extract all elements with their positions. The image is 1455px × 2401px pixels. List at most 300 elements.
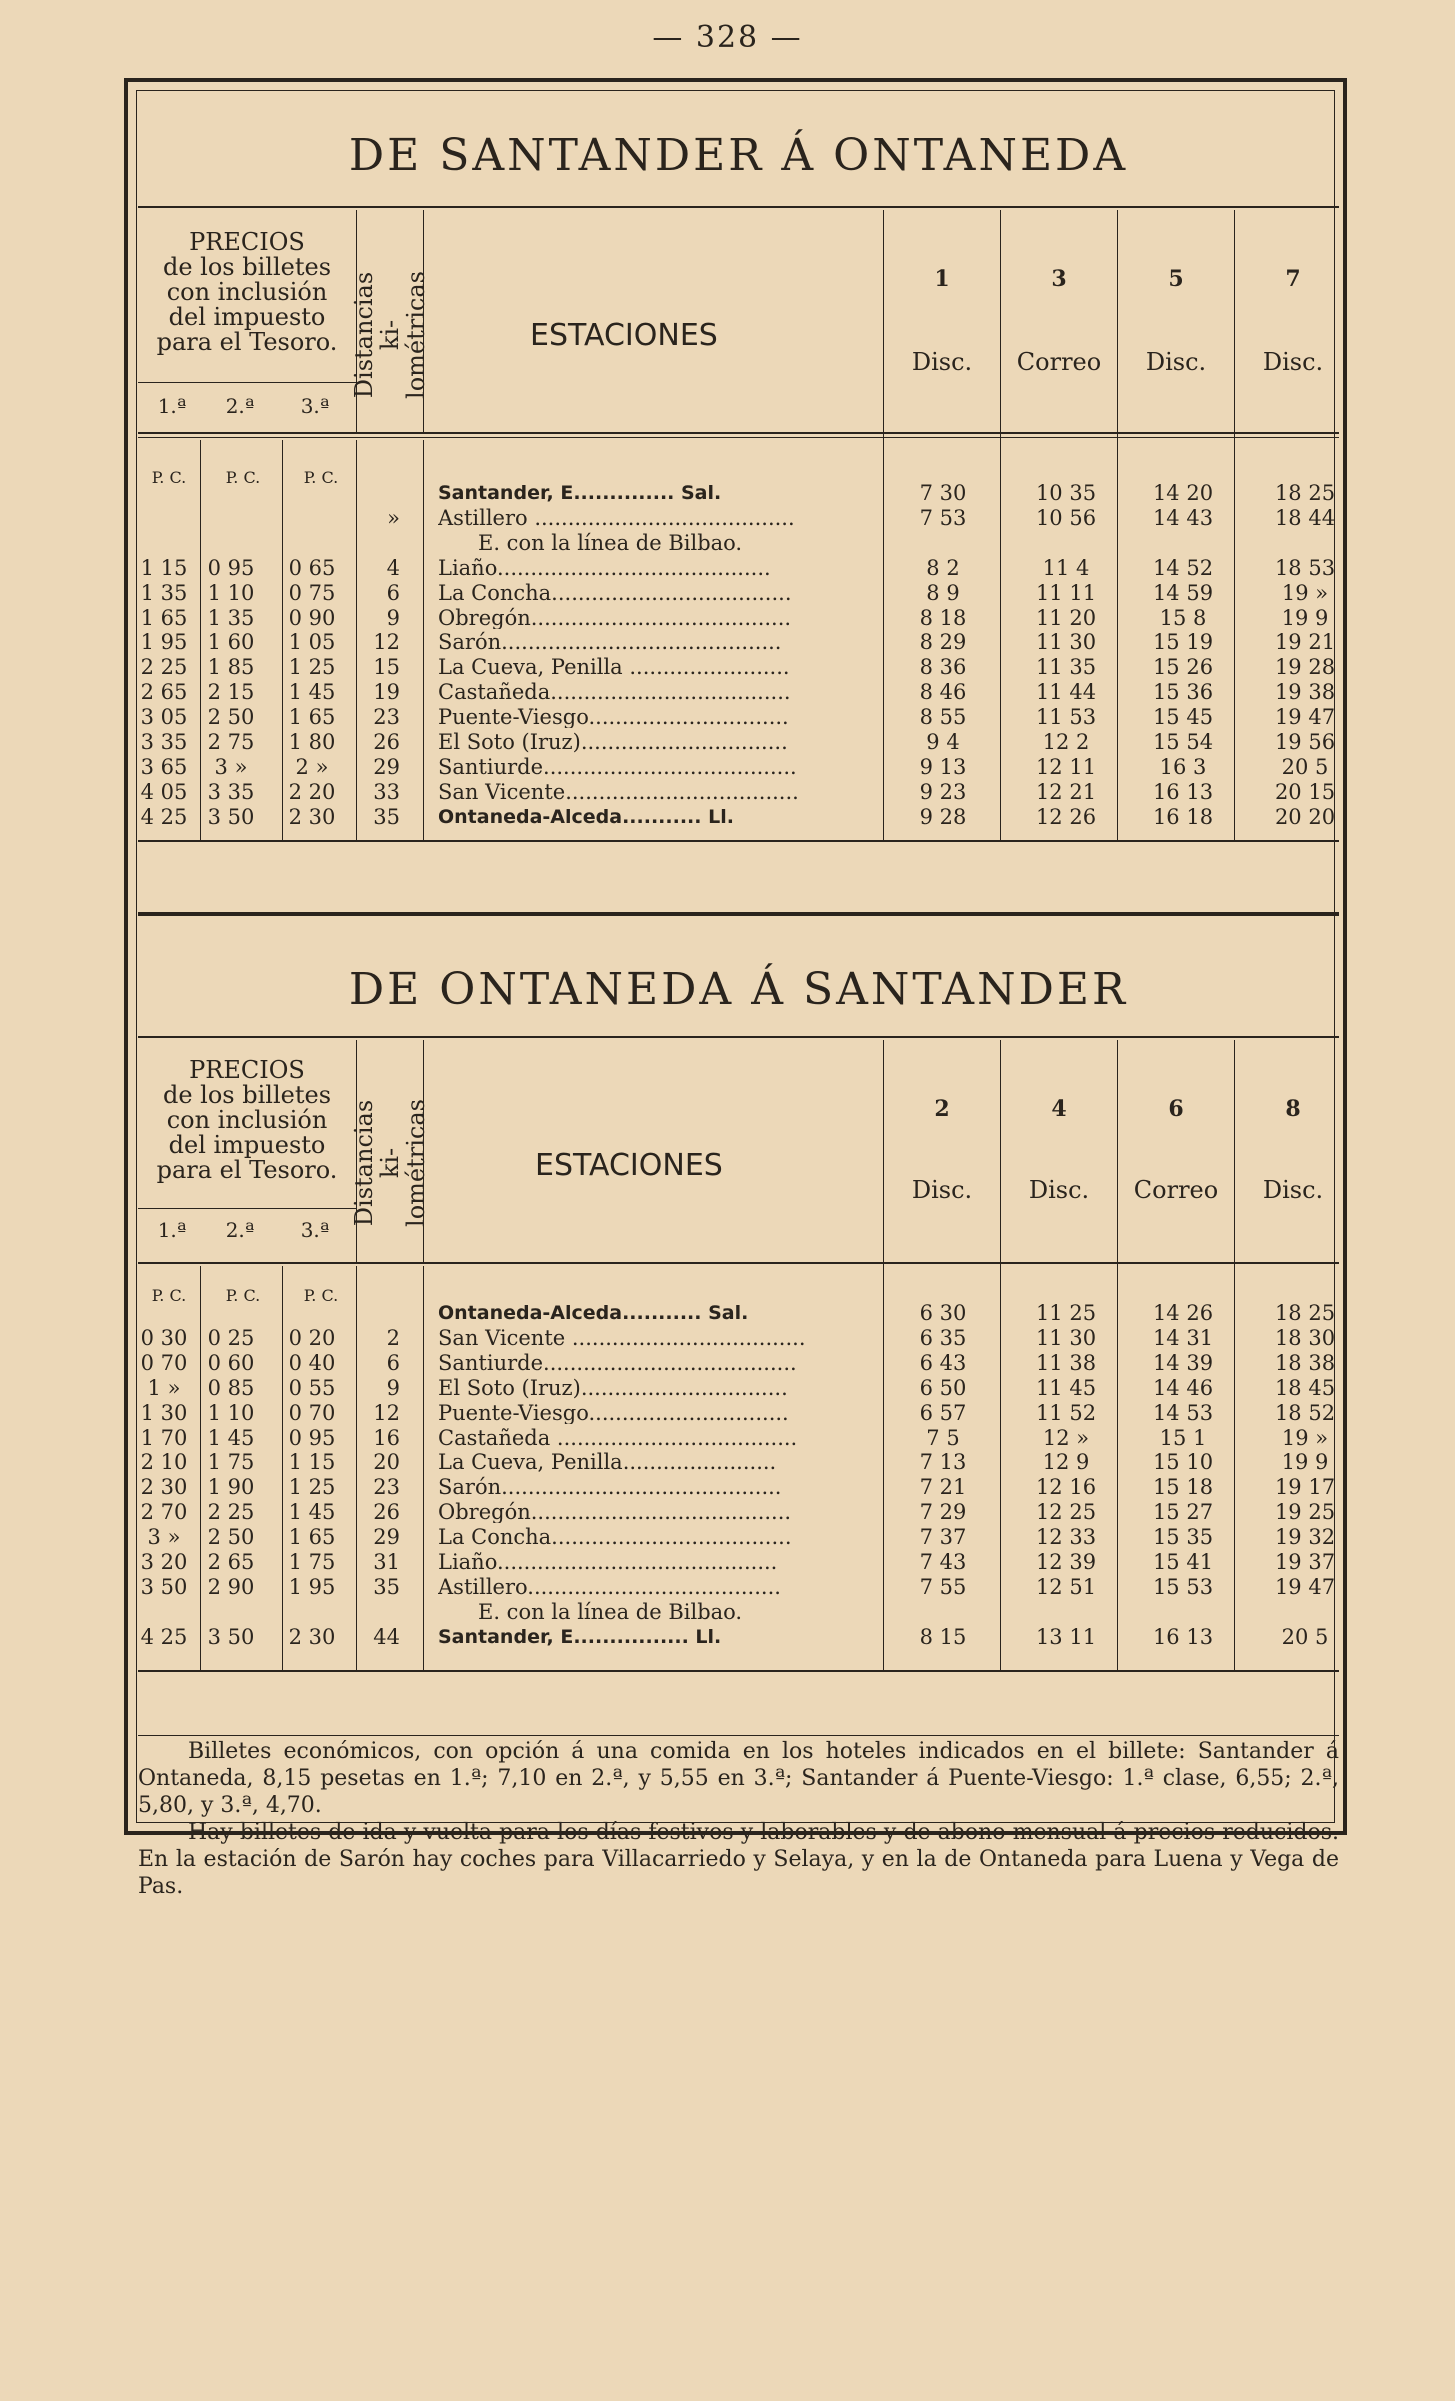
distance-header [351,1088,429,1238]
price-first-class: 1 95 [140,630,188,655]
price-second-class: 2 90 [207,1574,255,1599]
departure-time: 18 30 [1274,1325,1336,1350]
price-third-class: 1 65 [288,1525,336,1550]
distance-km: 19 [373,680,400,705]
train-type: Disc. [1145,348,1207,376]
station-name: Ontaneda-Alceda........... Sal. [438,1302,749,1324]
departure-time: 11 45 [1035,1375,1097,1400]
price-third-class: 1 15 [288,1450,336,1475]
departure-time: 11 52 [1035,1400,1097,1425]
divider [138,1262,1339,1264]
price-first-class: 3 05 [140,705,188,730]
station-name: Santander, E.............. Sal. [438,482,722,504]
departure-time: 12 21 [1035,779,1097,804]
departure-time: 11 35 [1035,655,1097,680]
station-name: Astillero...................................... [438,1575,781,1598]
departure-time: 12 11 [1035,754,1097,779]
table-row [138,1526,1339,1548]
train-number: 6 [1168,1096,1184,1122]
train-type: Disc. [1262,1176,1324,1204]
price-second-class: 2 75 [207,730,255,754]
price-second-class: 3 50 [207,1624,255,1649]
departure-time: 6 30 [919,1301,967,1325]
price-second-class: 2 50 [207,705,255,730]
train-number: 8 [1285,1096,1301,1122]
prices-header-line: con inclusión [166,278,328,306]
station-name: Obregón....................................... [438,606,792,629]
price-first-class: 2 70 [140,1500,188,1525]
departure-time: 7 43 [919,1550,967,1574]
divider [138,432,1339,434]
class-label-1: 1.ª [157,1218,187,1242]
price-first-class: 4 25 [140,1624,188,1649]
prices-header-line: PRECIOS [189,228,305,256]
prices-header-line: de los billetes [162,1081,332,1109]
class-label-2: 2.ª [225,394,255,418]
station-name: Puente-Viesgo.............................. [438,1401,789,1424]
divider [138,382,356,383]
price-first-class: 2 65 [140,680,188,705]
departure-time: 18 25 [1274,1301,1336,1325]
distance-km: 4 [386,555,400,580]
departure-time: 14 59 [1152,580,1214,605]
departure-time: 7 53 [919,505,967,530]
table-row [138,1551,1339,1573]
distance-header-line: Distancias ki- [350,1099,404,1227]
table-row [138,1576,1339,1598]
distance-header-line: lométricas [402,271,430,399]
train-number: 1 [934,266,950,292]
departure-time: 14 53 [1152,1400,1214,1425]
train-type: Disc. [1262,348,1324,376]
price-first-class: 1 15 [140,555,188,580]
distance-km: 35 [373,804,400,829]
price-third-class: 0 65 [288,555,336,580]
page-number: — 328 — [652,20,803,55]
train-number: 4 [1051,1096,1067,1122]
station-name: San Vicente ................................... [438,1326,806,1349]
departure-time: 11 4 [1042,555,1090,580]
station-name: El Soto (Iruz)............................... [438,1376,788,1399]
price-first-class: 1 35 [140,580,188,605]
train-type: Correo [1016,348,1102,376]
departure-time: 20 15 [1274,779,1336,804]
train-number: 2 [934,1096,950,1122]
station-name: Sarón.......................................... [438,1476,782,1499]
note-paragraph: Hay billetes de ida y vuelta para los días festivos y laborables y de abono mensual á precios reducidos. En la estación de Sarón hay coches para Villacarriedo y Selaya, y en la de Ontaneda para Luena y Vega de Pas. [138,1820,1339,1899]
divider [138,1208,356,1209]
departure-time: 11 20 [1035,605,1097,630]
price-third-class: 1 75 [288,1550,336,1574]
station-name: La Concha.................................... [438,581,792,604]
departure-time: 7 55 [919,1574,967,1599]
table-row [138,1451,1339,1473]
departure-time: 19 9 [1281,1450,1329,1475]
departure-time: 15 53 [1152,1574,1214,1599]
station-name: Liaño......................................... [438,556,771,579]
departure-time: 16 13 [1152,779,1214,804]
departure-time: 13 11 [1035,1624,1097,1649]
departure-time: 16 13 [1152,1624,1214,1649]
price-third-class: 1 45 [288,680,336,705]
price-second-class: 1 85 [207,655,255,680]
price-second-class: 3 35 [207,779,255,804]
distance-km: 12 [373,630,400,655]
station-name: Castañeda.................................... [438,681,791,704]
prices-header-line: del impuesto [168,1131,326,1159]
table-row [138,607,1339,629]
departure-time: 19 32 [1274,1525,1336,1550]
departure-time: 18 44 [1274,505,1336,530]
departure-time: 11 44 [1035,680,1097,705]
departure-time: 6 43 [919,1350,967,1375]
prices-header-line: del impuesto [168,303,326,331]
departure-time: 10 35 [1035,481,1097,505]
prices-header [138,1058,356,1183]
departure-time: 7 21 [919,1475,967,1500]
departure-time: 19 38 [1274,680,1336,705]
currency-unit: P. C. [303,1286,339,1305]
price-third-class: 1 80 [288,730,336,754]
table-row [138,1352,1339,1374]
price-second-class: 3 » [214,754,248,779]
departure-time: 19 21 [1274,630,1336,655]
table-row [138,1601,1339,1623]
departure-time: 15 45 [1152,705,1214,730]
price-third-class: 0 90 [288,605,336,630]
divider [138,437,1339,438]
departure-time: 18 38 [1274,1350,1336,1375]
station-name: Santiurde...................................... [438,755,797,778]
distance-km: 15 [373,655,400,680]
distance-header-line: Distancias ki- [350,271,404,399]
price-third-class: 1 65 [288,705,336,730]
train-number: 5 [1168,266,1184,292]
station-name: Santiurde...................................... [438,1351,797,1374]
station-name: E. con la línea de Bilbao. [478,1600,743,1623]
prices-header-line: de los billetes [162,253,332,281]
departure-time: 6 35 [919,1325,967,1350]
table-row [138,1427,1339,1449]
station-name: San Vicente................................... [438,780,799,803]
price-second-class: 1 10 [207,1400,255,1425]
departure-time: 8 15 [919,1624,967,1649]
station-name: Astillero ....................................... [438,506,795,529]
price-third-class: 0 55 [288,1375,336,1400]
station-name: Santander, E................ Ll. [438,1625,722,1648]
departure-time: 9 28 [919,804,967,829]
station-name: E. con la línea de Bilbao. [478,531,743,554]
distance-km: 35 [373,1574,400,1599]
price-second-class: 0 95 [207,555,255,580]
departure-time: 6 57 [919,1400,967,1425]
departure-time: 11 11 [1035,580,1097,605]
departure-time: 20 20 [1274,804,1336,829]
station-name: Ontaneda-Alceda........... Ll. [438,805,734,828]
distance-km: 6 [386,1350,400,1375]
stations-header: ESTACIONES [535,1148,723,1183]
divider [138,840,1339,842]
departure-time: 11 30 [1035,630,1097,655]
departure-time: 19 28 [1274,655,1336,680]
distance-km: 31 [373,1550,400,1574]
departure-time: 15 18 [1152,1475,1214,1500]
price-third-class: 0 40 [288,1350,336,1375]
price-first-class: 3 20 [140,1550,188,1574]
departure-time: 15 54 [1152,730,1214,754]
section-title-return: DE ONTANEDA Á SANTANDER [348,964,1129,1015]
currency-unit: P. C. [303,468,339,487]
price-first-class: 3 35 [140,730,188,754]
station-name: Puente-Viesgo.............................. [438,706,789,729]
distance-km: 26 [373,730,400,754]
departure-time: 10 56 [1035,505,1097,530]
price-third-class: 1 05 [288,630,336,655]
price-third-class: 2 20 [288,779,336,804]
table-row [138,681,1339,703]
departure-time: 12 2 [1042,730,1090,754]
departure-time: 15 19 [1152,630,1214,655]
price-first-class: 3 65 [140,754,188,779]
departure-time: 20 5 [1281,1624,1329,1649]
departure-time: 15 35 [1152,1525,1214,1550]
stations-header: ESTACIONES [530,318,718,353]
departure-time: 8 46 [919,680,967,705]
departure-time: 11 53 [1035,705,1097,730]
prices-header [138,230,356,355]
departure-time: 11 38 [1035,1350,1097,1375]
departure-time: 16 3 [1159,754,1207,779]
price-third-class: 0 70 [288,1400,336,1425]
departure-time: 8 29 [919,630,967,655]
distance-km: 16 [373,1425,400,1450]
price-first-class: 2 10 [140,1450,188,1475]
price-third-class: 2 30 [288,1624,336,1649]
price-second-class: 2 65 [207,1550,255,1574]
departure-time: 20 5 [1281,754,1329,779]
departure-time: 6 50 [919,1375,967,1400]
table-row [138,1626,1339,1648]
departure-time: 14 52 [1152,555,1214,580]
train-type: Disc. [911,1176,973,1204]
price-second-class: 0 25 [207,1325,255,1350]
departure-time: 9 23 [919,779,967,804]
price-third-class: 1 25 [288,1475,336,1500]
currency-unit: P. C. [225,1286,261,1305]
departure-time: 15 36 [1152,680,1214,705]
price-first-class: 1 » [147,1375,181,1400]
train-type: Disc. [911,348,973,376]
price-second-class: 0 60 [207,1350,255,1375]
departure-time: 8 55 [919,705,967,730]
station-name: Sarón.......................................... [438,631,782,654]
price-third-class: 1 25 [288,655,336,680]
price-second-class: 2 50 [207,1525,255,1550]
prices-header-line: con inclusión [166,1106,328,1134]
table-row [138,1476,1339,1498]
distance-header [351,260,429,410]
table-row [138,806,1339,828]
distance-km: 29 [373,754,400,779]
class-label-1: 1.ª [157,394,187,418]
departure-time: 15 1 [1159,1425,1207,1450]
table-row [138,1402,1339,1424]
departure-time: 15 41 [1152,1550,1214,1574]
departure-time: 12 9 [1042,1450,1090,1475]
distance-km: 6 [386,580,400,605]
train-number: 7 [1285,266,1301,292]
distance-km: » [387,505,400,530]
departure-time: 19 » [1281,1425,1329,1450]
station-name: Obregón....................................... [438,1501,792,1524]
departure-time: 7 13 [919,1450,967,1475]
distance-km: 2 [386,1325,400,1350]
currency-unit: P. C. [151,468,187,487]
price-first-class: 4 05 [140,779,188,804]
departure-time: 9 4 [926,730,960,754]
prices-header-line: PRECIOS [189,1056,305,1084]
price-second-class: 2 25 [207,1500,255,1525]
departure-time: 18 53 [1274,555,1336,580]
table-row [138,656,1339,678]
price-third-class: 0 20 [288,1325,336,1350]
departure-time: 19 56 [1274,730,1336,754]
departure-time: 15 10 [1152,1450,1214,1475]
class-label-3: 3.ª [300,394,330,418]
table-row [138,557,1339,579]
prices-header-line: para el Tesoro. [156,1156,338,1184]
departure-time: 19 37 [1274,1550,1336,1574]
departure-time: 12 33 [1035,1525,1097,1550]
train-type: Disc. [1028,1176,1090,1204]
train-number: 3 [1051,266,1067,292]
price-second-class: 3 50 [207,804,255,829]
departure-time: 14 39 [1152,1350,1214,1375]
price-second-class: 1 75 [207,1450,255,1475]
departure-time: 18 45 [1274,1375,1336,1400]
table-row [138,1327,1339,1349]
departure-time: 11 25 [1035,1301,1097,1325]
departure-time: 18 52 [1274,1400,1336,1425]
departure-time: 12 26 [1035,804,1097,829]
departure-time: 19 47 [1274,705,1336,730]
table-row [138,756,1339,778]
currency-unit: P. C. [225,468,261,487]
price-first-class: 4 25 [140,804,188,829]
departure-time: 8 36 [919,655,967,680]
distance-km: 20 [373,1450,400,1475]
class-label-2: 2.ª [225,1218,255,1242]
table-row [138,582,1339,604]
train-type: Correo [1133,1176,1219,1204]
departure-time: 8 2 [926,555,960,580]
table-row [138,1501,1339,1523]
departure-time: 19 25 [1274,1500,1336,1525]
price-first-class: 1 70 [140,1425,188,1450]
distance-km: 9 [386,1375,400,1400]
station-name: El Soto (Iruz)............................... [438,731,788,753]
price-first-class: 3 » [147,1525,181,1550]
price-first-class: 2 25 [140,655,188,680]
departure-time: 12 25 [1035,1500,1097,1525]
price-second-class: 1 35 [207,605,255,630]
price-second-class: 1 10 [207,580,255,605]
departure-time: 12 39 [1035,1550,1097,1574]
departure-time: 7 5 [926,1425,960,1450]
departure-time: 14 46 [1152,1375,1214,1400]
price-first-class: 1 30 [140,1400,188,1425]
departure-time: 15 8 [1159,605,1207,630]
price-first-class: 0 30 [140,1325,188,1350]
departure-time: 15 27 [1152,1500,1214,1525]
currency-unit: P. C. [151,1286,187,1305]
price-first-class: 2 30 [140,1475,188,1500]
notes [138,1738,1339,1900]
departure-time: 9 13 [919,754,967,779]
divider [138,1670,1339,1672]
distance-km: 12 [373,1400,400,1425]
departure-time: 14 20 [1152,481,1214,505]
divider [138,206,1339,208]
price-first-class: 3 50 [140,1574,188,1599]
station-name: Liaño.......................................... [438,1551,778,1573]
departure-time: 14 26 [1152,1301,1214,1325]
table-row [138,1302,1339,1324]
price-third-class: 1 45 [288,1500,336,1525]
distance-km: 44 [373,1624,400,1649]
note-paragraph: Billetes económicos, con opción á una comida en los hoteles indicados en el billete: Santander á Ontaneda, 8,15 pesetas en 1.ª; 7,10 en 2.ª, y 5,55 en 3.ª; Santander á Puente-Viesgo: 1.ª clase, 6,55; 2.ª, 5,80, y 3.ª, 4,70. [138,1739,1339,1818]
distance-km: 26 [373,1500,400,1525]
price-second-class: 2 15 [207,680,255,705]
departure-time: 7 37 [919,1525,967,1550]
departure-time: 19 17 [1274,1475,1336,1500]
departure-time: 15 26 [1152,655,1214,680]
divider [138,912,1339,916]
departure-time: 12 16 [1035,1475,1097,1500]
divider [138,1036,1339,1038]
price-second-class: 1 60 [207,630,255,655]
departure-time: 18 25 [1274,481,1336,505]
distance-km: 33 [373,779,400,804]
price-second-class: 1 45 [207,1425,255,1450]
table-row [138,781,1339,803]
table-row [138,532,1339,554]
distance-km: 9 [386,605,400,630]
prices-header-line: para el Tesoro. [156,328,338,356]
price-second-class: 0 85 [207,1375,255,1400]
departure-time: 19 9 [1281,605,1329,630]
table-row [138,731,1339,753]
price-third-class: 2 » [295,754,329,779]
departure-time: 8 9 [926,580,960,605]
departure-time: 19 47 [1274,1574,1336,1599]
divider [138,1735,1339,1736]
price-third-class: 0 75 [288,580,336,605]
departure-time: 12 » [1042,1425,1090,1450]
table-row [138,482,1339,504]
distance-km: 23 [373,1475,400,1500]
departure-time: 16 18 [1152,804,1214,829]
departure-time: 19 » [1281,580,1329,605]
distance-km: 23 [373,705,400,730]
station-name: Castañeda .................................... [438,1426,798,1449]
station-name: La Concha.................................... [438,1526,792,1549]
class-label-3: 3.ª [300,1218,330,1242]
distance-header-line: lométricas [402,1099,430,1227]
station-name: La Cueva, Penilla....................... [438,1451,777,1474]
table-row [138,706,1339,728]
table-row [138,507,1339,529]
